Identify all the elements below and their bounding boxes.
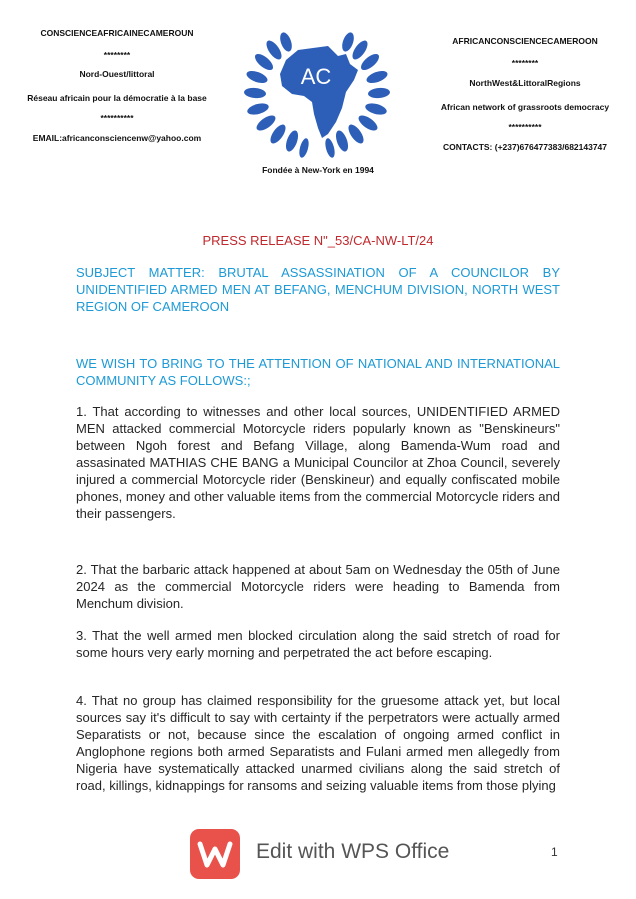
wps-edit-banner[interactable]	[190, 826, 540, 882]
subject-matter: SUBJECT MATTER: BRUTAL ASSASSINATION OF A COUNCILOR BY UNIDENTIFIED ARMED MEN AT BEFANG, MENCHUM DIVISION, NORTH WEST REGION OF CAMEROON	[76, 265, 560, 314]
paragraph-4: 4. That no group has claimed responsibility for the gruesome attack yet, but local sources say it's difficult to say with certainty if the perpetrators were actually armed Separatists or not, because since the escalation of ongoing armed conflict in Anglophone regions both armed Separatists and Fulani armed men allegedly from Nigeria have systematically attacked unarmed civilians along the said stretch of road, killings, kidnappings for ransoms and seizing valuable items from those plying	[76, 693, 560, 793]
letterhead	[0, 0, 636, 200]
org-name-fr: CONSCIENCEAFRICAINECAMEROUN	[40, 28, 194, 38]
attention-statement: WE WISH TO BRING TO THE ATTENTION OF NATIONAL AND INTERNATIONAL COMMUNITY AS FOLLOWS:;	[76, 356, 560, 388]
stars-separator: **********	[100, 113, 134, 123]
page-number: 1	[551, 845, 558, 859]
org-name-en: AFRICANCONSCIENCECAMEROON	[452, 36, 598, 46]
paragraph-3: 3. That the well armed men blocked circulation along the said stretch of road for some hours very early morning and perpetrated the act before escaping.	[76, 628, 560, 660]
paragraph-2: 2. That the barbaric attack happened at about 5am on Wednesday the 05th of June 2024 as the commercial Motorcycle riders were heading to Bamenda from Menchum division.	[76, 562, 560, 611]
press-release-number: PRESS RELEASE N"_53/CA-NW-LT/24	[202, 233, 434, 248]
region-fr: Nord-Ouest/littoral	[79, 69, 155, 79]
contacts: CONTACTS: (+237)676477383/682143747	[442, 142, 608, 152]
letterhead-right	[418, 36, 632, 152]
stars-separator: **********	[508, 122, 542, 132]
email: EMAIL:africanconsciencenw@yahoo.com	[32, 133, 202, 143]
stars-separator: ********	[511, 58, 539, 68]
wps-logo-icon	[190, 829, 240, 879]
region-en: NorthWest&LittoralRegions	[469, 78, 581, 88]
founded-note: Fondée à New-York en 1994	[262, 165, 374, 175]
africa-map-icon	[280, 46, 358, 138]
logo-text: AC	[300, 64, 332, 89]
letterhead-left	[4, 28, 230, 143]
ac-logo	[242, 30, 392, 158]
network-en: African network of grassroots democracy	[440, 102, 610, 112]
paragraph-1: 1. That according to witnesses and other local sources, UNIDENTIFIED ARMED MEN attacked commercial Motorcycle riders popularly known as "Benskineurs" between Ngoh forest and Befang Village, along Bamenda-Wum road and assasinated MATHIAS CHE BANG a Municipal Councilor at Zhoa Council, severely injured a commercial Motorcycle rider (Benskineur) and equally confiscated mobile phones, money and other valuable items from the commercial Motorcycle riders and their passengers.	[76, 404, 560, 521]
network-fr: Réseau africain pour la démocratie à la base	[27, 93, 207, 103]
stars-separator: ********	[103, 50, 131, 60]
wps-edit-label[interactable]: Edit with WPS Office	[256, 840, 450, 863]
